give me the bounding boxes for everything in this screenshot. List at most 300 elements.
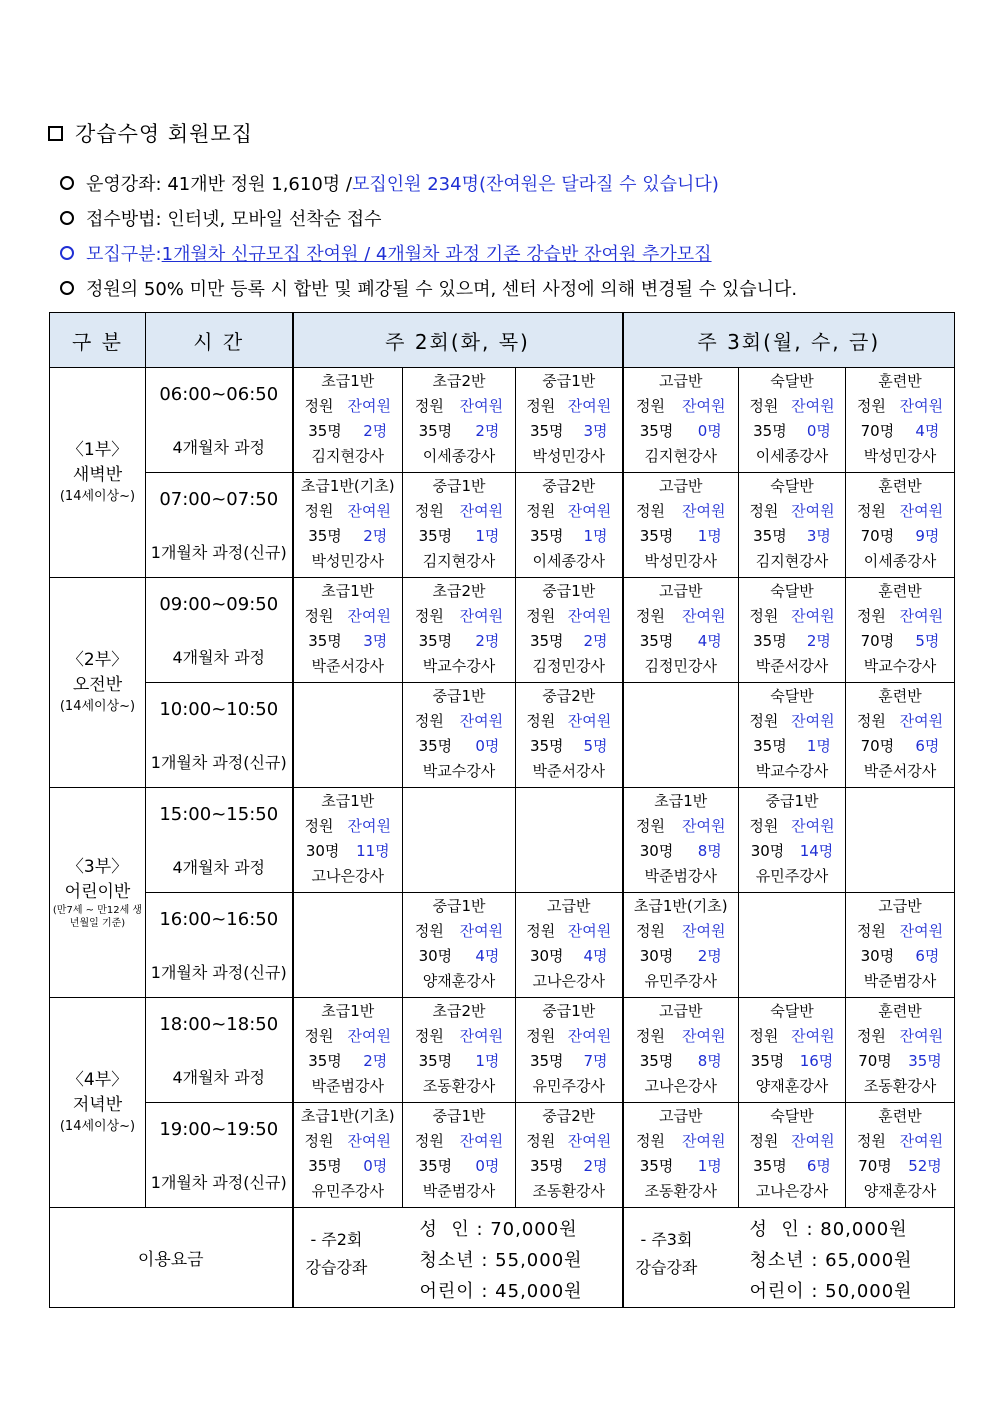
time-range: 19:00~19:50	[159, 1118, 279, 1140]
capacity-value: 35명	[308, 527, 342, 545]
class-cell	[623, 893, 739, 998]
teacher-name: 이세종강사	[532, 552, 605, 570]
remaining-label: 잔여원	[682, 502, 726, 520]
info-bullets	[60, 165, 960, 305]
time-range: 18:00~18:50	[159, 1013, 279, 1035]
teacher-name: 박교수강사	[422, 762, 496, 780]
capacity-value: 30명	[418, 947, 453, 965]
time-slot	[146, 368, 293, 473]
capacity-value: 35명	[753, 632, 787, 650]
remaining-value: 2명	[475, 422, 500, 440]
capacity-value: 30명	[639, 947, 674, 965]
table-row	[50, 788, 955, 893]
class-name: 훈련반	[878, 687, 922, 705]
class-name: 숙달반	[770, 372, 814, 390]
teacher-name: 고나은강사	[532, 972, 605, 990]
class-cell	[739, 893, 846, 998]
time-slot	[146, 788, 293, 893]
teacher-name: 이세종강사	[755, 447, 829, 465]
remaining-value: 4명	[915, 422, 940, 440]
capacity-value: 35명	[308, 632, 342, 650]
remaining-value: 2명	[697, 947, 722, 965]
capacity-value: 30명	[305, 842, 340, 860]
class-name: 중급1반	[542, 1002, 596, 1020]
fee-adult: 성 인 : 80,000원	[749, 1219, 908, 1240]
class-cell	[516, 368, 623, 473]
class-cell	[516, 473, 623, 578]
class-cell	[846, 1103, 955, 1208]
capacity-value: 35명	[529, 422, 564, 440]
remaining-value: 16명	[799, 1052, 834, 1070]
remaining-value: 35명	[908, 1052, 942, 1070]
class-name: 훈련반	[878, 372, 922, 390]
class-cell	[516, 998, 623, 1103]
remaining-value: 0명	[697, 422, 722, 440]
remaining-label: 잔여원	[459, 922, 504, 940]
capacity-value: 35명	[418, 527, 453, 545]
class-name: 중급1반	[542, 372, 596, 390]
capacity-label: 정원	[526, 397, 556, 415]
remaining-label: 잔여원	[347, 1132, 391, 1150]
remaining-label: 잔여원	[567, 712, 612, 730]
table-row	[50, 578, 955, 683]
capacity-label: 정원	[856, 607, 886, 625]
course-type: 4개월차 과정	[172, 1067, 266, 1087]
capacity-value: 35명	[418, 737, 453, 755]
capacity-value: 35명	[308, 1052, 342, 1070]
capacity-label: 정원	[304, 502, 334, 520]
fee-youth: 청소년 : 55,000원	[419, 1250, 583, 1271]
capacity-value: 35명	[529, 632, 564, 650]
class-name: 초급1반	[654, 792, 708, 810]
class-name: 초급2반	[432, 582, 486, 600]
class-cell	[846, 683, 955, 788]
class-cell	[623, 788, 739, 893]
class-cell	[739, 578, 846, 683]
capacity-value: 35명	[753, 422, 787, 440]
time-slot	[146, 473, 293, 578]
bullet-registration: 접수방법: 인터넷, 모바일 선착순 접수	[60, 200, 960, 235]
class-cell	[739, 368, 846, 473]
section-label: 〈2부〉 오전반 (14세이상~)	[50, 578, 146, 788]
teacher-name: 조동환강사	[422, 1077, 496, 1095]
remaining-label: 잔여원	[347, 817, 391, 835]
teacher-name: 박성민강사	[532, 447, 605, 465]
teacher-name: 박성민강사	[311, 552, 384, 570]
table-row	[50, 683, 955, 788]
capacity-value: 35명	[753, 1157, 787, 1175]
capacity-value: 70명	[860, 422, 895, 440]
table-row	[50, 368, 955, 473]
capacity-value: 35명	[753, 527, 787, 545]
fee-label: 이용요금	[50, 1208, 293, 1308]
capacity-label: 정원	[856, 397, 886, 415]
capacity-value: 35명	[639, 1157, 674, 1175]
remaining-value: 1명	[475, 527, 500, 545]
time-range: 09:00~09:50	[159, 593, 279, 615]
class-cell	[739, 788, 846, 893]
remaining-value: 14명	[799, 842, 834, 860]
capacity-label: 정원	[526, 1027, 556, 1045]
remaining-value: 4명	[583, 947, 608, 965]
class-name: 중급2반	[542, 687, 596, 705]
remaining-label: 잔여원	[459, 397, 504, 415]
class-cell	[516, 683, 623, 788]
course-type: 1개월차 과정(신규)	[150, 752, 287, 772]
remaining-label: 잔여원	[347, 397, 391, 415]
course-type: 1개월차 과정(신규)	[150, 962, 287, 982]
circle-bullet-icon	[60, 281, 74, 295]
section-label: 〈1부〉 새벽반 (14세이상~)	[50, 368, 146, 578]
time-range: 15:00~15:50	[159, 803, 279, 825]
capacity-value: 70명	[860, 527, 895, 545]
time-slot	[146, 1103, 293, 1208]
teacher-name: 박준범강사	[863, 972, 937, 990]
teacher-name: 박준서강사	[532, 762, 605, 780]
remaining-label: 잔여원	[567, 1027, 612, 1045]
capacity-label: 정원	[304, 1027, 334, 1045]
teacher-name: 박준서강사	[311, 657, 384, 675]
class-cell	[403, 578, 516, 683]
remaining-label: 잔여원	[567, 922, 612, 940]
teacher-name: 박준서강사	[755, 657, 829, 675]
class-name: 중급1반	[432, 687, 486, 705]
table-row	[50, 998, 955, 1103]
schedule-body	[50, 368, 955, 1208]
remaining-value: 0명	[363, 1157, 388, 1175]
remaining-label: 잔여원	[682, 397, 726, 415]
fee-child: 어린이 : 45,000원	[419, 1281, 583, 1302]
teacher-name: 양재훈강사	[422, 972, 496, 990]
remaining-value: 2명	[363, 527, 388, 545]
capacity-label: 정원	[749, 712, 779, 730]
time-slot	[146, 893, 293, 998]
remaining-value: 11명	[356, 842, 390, 860]
remaining-value: 1명	[475, 1052, 500, 1070]
time-slot	[146, 683, 293, 788]
capacity-value: 30명	[639, 842, 674, 860]
remaining-value: 6명	[915, 737, 940, 755]
capacity-value: 70명	[858, 1157, 892, 1175]
page-title: 강습수영 회원모집	[75, 122, 253, 146]
remaining-label: 잔여원	[791, 502, 835, 520]
capacity-label: 정원	[414, 922, 444, 940]
capacity-label: 정원	[856, 1027, 886, 1045]
remaining-label: 잔여원	[682, 817, 726, 835]
remaining-label: 잔여원	[791, 607, 835, 625]
capacity-value: 35명	[529, 527, 564, 545]
fee-youth: 청소년 : 65,000원	[749, 1250, 913, 1271]
course-type: 4개월차 과정	[172, 647, 266, 667]
fee-row	[50, 1208, 955, 1308]
remaining-value: 4명	[475, 947, 500, 965]
remaining-value: 8명	[697, 1052, 722, 1070]
class-name: 중급1반	[542, 582, 596, 600]
class-name: 초급2반	[432, 372, 486, 390]
remaining-value: 0명	[475, 737, 500, 755]
capacity-label: 정원	[636, 922, 665, 940]
capacity-value: 30명	[529, 947, 564, 965]
teacher-name: 박교수강사	[863, 657, 937, 675]
class-name: 초급1반	[321, 1002, 375, 1020]
remaining-value: 3명	[806, 527, 831, 545]
class-cell	[403, 1103, 516, 1208]
remaining-value: 1명	[697, 1157, 722, 1175]
remaining-label: 잔여원	[567, 1132, 612, 1150]
capacity-label: 정원	[304, 397, 334, 415]
class-cell	[623, 683, 739, 788]
remaining-value: 8명	[697, 842, 722, 860]
class-cell	[293, 893, 403, 998]
class-cell	[623, 368, 739, 473]
capacity-value: 30명	[750, 842, 785, 860]
table-row	[50, 473, 955, 578]
capacity-label: 정원	[526, 922, 556, 940]
teacher-name: 김지현강사	[422, 552, 496, 570]
class-cell	[293, 1103, 403, 1208]
capacity-value: 35명	[418, 1157, 453, 1175]
class-name: 고급반	[659, 582, 703, 600]
capacity-value: 35명	[639, 1052, 674, 1070]
teacher-name: 김지현강사	[755, 552, 829, 570]
remaining-label: 잔여원	[459, 712, 504, 730]
class-cell	[293, 998, 403, 1103]
remaining-value: 2명	[363, 1052, 388, 1070]
remaining-value: 1명	[583, 527, 608, 545]
circle-bullet-icon	[60, 246, 74, 260]
capacity-label: 정원	[304, 607, 334, 625]
course-type: 4개월차 과정	[172, 437, 266, 457]
class-cell	[623, 1103, 739, 1208]
remaining-label: 잔여원	[791, 397, 835, 415]
capacity-value: 35명	[639, 632, 674, 650]
remaining-label: 잔여원	[791, 712, 835, 730]
class-cell	[623, 998, 739, 1103]
remaining-label: 잔여원	[347, 607, 391, 625]
class-cell	[293, 473, 403, 578]
teacher-name: 박성민강사	[644, 552, 717, 570]
page-heading	[48, 118, 253, 148]
remaining-value: 1명	[697, 527, 722, 545]
time-slot	[146, 578, 293, 683]
class-cell	[846, 368, 955, 473]
capacity-label: 정원	[414, 712, 444, 730]
remaining-value: 3명	[363, 632, 388, 650]
capacity-value: 35명	[639, 527, 674, 545]
time-range: 06:00~06:50	[159, 383, 279, 405]
header-category: 구 분	[50, 313, 146, 368]
capacity-label: 정원	[526, 712, 556, 730]
capacity-value: 35명	[418, 1052, 453, 1070]
remaining-label: 잔여원	[459, 607, 504, 625]
header-twice-weekly: 주 2회(화, 목)	[293, 313, 623, 368]
capacity-value: 70명	[858, 1052, 892, 1070]
remaining-value: 2명	[475, 632, 500, 650]
capacity-label: 정원	[636, 502, 665, 520]
class-cell	[293, 578, 403, 683]
class-name: 고급반	[659, 372, 703, 390]
capacity-value: 35명	[529, 1157, 564, 1175]
class-cell	[846, 893, 955, 998]
capacity-label: 정원	[749, 502, 779, 520]
capacity-label: 정원	[526, 502, 556, 520]
class-cell	[739, 683, 846, 788]
class-name: 중급1반	[432, 477, 486, 495]
course-type: 1개월차 과정(신규)	[150, 542, 287, 562]
remaining-label: 잔여원	[791, 1027, 835, 1045]
class-name: 숙달반	[770, 582, 814, 600]
remaining-value: 2명	[583, 632, 608, 650]
remaining-value: 3명	[583, 422, 608, 440]
capacity-value: 70명	[860, 632, 895, 650]
remaining-label: 잔여원	[791, 1132, 835, 1150]
remaining-label: 잔여원	[899, 1132, 944, 1150]
class-name: 훈련반	[878, 477, 922, 495]
capacity-value: 70명	[860, 737, 895, 755]
fee-thrice: - 주3회 강습강좌 성 인 : 80,000원 청소년 : 65,000원 어린이 : 50,000원	[623, 1208, 955, 1308]
capacity-label: 정원	[414, 397, 444, 415]
class-name: 훈련반	[878, 1107, 922, 1125]
class-cell	[516, 893, 623, 998]
class-name: 초급1반	[321, 792, 375, 810]
capacity-label: 정원	[526, 1132, 556, 1150]
course-type: 1개월차 과정(신규)	[150, 1172, 287, 1192]
class-cell	[403, 368, 516, 473]
teacher-name: 박준범강사	[311, 1077, 384, 1095]
teacher-name: 양재훈강사	[863, 1182, 937, 1200]
remaining-label: 잔여원	[347, 1027, 391, 1045]
table-header	[50, 313, 955, 368]
remaining-label: 잔여원	[899, 502, 944, 520]
remaining-value: 1명	[806, 737, 831, 755]
teacher-name: 이세종강사	[863, 552, 937, 570]
teacher-name: 이세종강사	[422, 447, 496, 465]
remaining-label: 잔여원	[899, 397, 944, 415]
remaining-label: 잔여원	[682, 1027, 726, 1045]
teacher-name: 박준서강사	[863, 762, 937, 780]
time-range: 16:00~16:50	[159, 908, 279, 930]
capacity-value: 35명	[639, 422, 674, 440]
class-cell	[516, 1103, 623, 1208]
remaining-label: 잔여원	[899, 922, 944, 940]
remaining-value: 7명	[583, 1052, 608, 1070]
class-name: 숙달반	[770, 687, 814, 705]
class-cell	[846, 998, 955, 1103]
teacher-name: 유민주강사	[311, 1182, 384, 1200]
capacity-label: 정원	[636, 817, 665, 835]
class-cell	[516, 578, 623, 683]
capacity-label: 정원	[856, 712, 886, 730]
capacity-label: 정원	[636, 607, 665, 625]
remaining-label: 잔여원	[899, 607, 944, 625]
capacity-label: 정원	[749, 607, 779, 625]
table-row	[50, 1103, 955, 1208]
capacity-value: 35명	[308, 422, 342, 440]
remaining-value: 52명	[908, 1157, 942, 1175]
remaining-value: 0명	[806, 422, 831, 440]
capacity-label: 정원	[636, 1132, 665, 1150]
teacher-name: 김정민강사	[532, 657, 605, 675]
capacity-label: 정원	[304, 817, 334, 835]
remaining-value: 6명	[915, 947, 940, 965]
teacher-name: 고나은강사	[311, 867, 384, 885]
class-name: 초급1반	[321, 582, 375, 600]
class-name: 중급1반	[765, 792, 819, 810]
capacity-value: 30명	[860, 947, 895, 965]
capacity-label: 정원	[856, 502, 886, 520]
remaining-label: 잔여원	[567, 397, 612, 415]
capacity-label: 정원	[526, 607, 556, 625]
class-cell	[739, 1103, 846, 1208]
teacher-name: 양재훈강사	[755, 1077, 829, 1095]
bullet-recruit-type: 모집구분: 1개월차 신규모집 잔여원 / 4개월차 과정 기존 강습반 잔여원 추가모집	[60, 235, 960, 270]
teacher-name: 박준범강사	[644, 867, 717, 885]
class-name: 중급2반	[542, 1107, 596, 1125]
course-type: 4개월차 과정	[172, 857, 266, 877]
bullet-notice: 정원의 50% 미만 등록 시 합반 및 폐강될 수 있으며, 센터 사정에 의해 변경될 수 있습니다.	[60, 270, 960, 305]
class-name: 훈련반	[878, 1002, 922, 1020]
header-time: 시 간	[146, 313, 293, 368]
teacher-name: 유민주강사	[644, 972, 717, 990]
class-name: 숙달반	[770, 477, 814, 495]
capacity-label: 정원	[414, 1132, 444, 1150]
fee-twice: - 주2회 강습강좌 성 인 : 70,000원 청소년 : 55,000원 어린이 : 45,000원	[293, 1208, 623, 1308]
teacher-name: 박준범강사	[422, 1182, 496, 1200]
class-cell	[293, 368, 403, 473]
class-cell	[623, 473, 739, 578]
section-label: 〈3부〉 어린이반 (만7세 ~ 만12세 생년월일 기준)	[50, 788, 146, 998]
class-name: 훈련반	[878, 582, 922, 600]
remaining-value: 5명	[583, 737, 608, 755]
time-slot	[146, 998, 293, 1103]
capacity-label: 정원	[749, 1027, 779, 1045]
class-cell	[516, 788, 623, 893]
capacity-value: 35명	[529, 737, 564, 755]
table-row	[50, 893, 955, 998]
class-cell	[403, 683, 516, 788]
remaining-label: 잔여원	[791, 817, 835, 835]
class-name: 초급1반(기초)	[300, 1107, 395, 1125]
remaining-value: 5명	[915, 632, 940, 650]
class-cell	[623, 578, 739, 683]
class-cell	[846, 473, 955, 578]
remaining-label: 잔여원	[459, 1027, 504, 1045]
header-thrice-weekly: 주 3회(월, 수, 금)	[623, 313, 955, 368]
teacher-name: 조동환강사	[532, 1182, 605, 1200]
bullet-operation: 운영강좌: 41개반 정원 1,610명 / 모집인원 234명(잔여원은 달라질 수 있습니다)	[60, 165, 960, 200]
remaining-label: 잔여원	[459, 502, 504, 520]
remaining-label: 잔여원	[567, 502, 612, 520]
remaining-label: 잔여원	[682, 1132, 726, 1150]
remaining-value: 4명	[697, 632, 722, 650]
class-name: 중급1반	[432, 897, 486, 915]
class-name: 숙달반	[770, 1002, 814, 1020]
circle-bullet-icon	[60, 211, 74, 225]
time-range: 10:00~10:50	[159, 698, 279, 720]
teacher-name: 박교수강사	[422, 657, 496, 675]
capacity-label: 정원	[636, 397, 665, 415]
remaining-value: 0명	[475, 1157, 500, 1175]
remaining-label: 잔여원	[899, 1027, 944, 1045]
fee-adult: 성 인 : 70,000원	[419, 1219, 578, 1240]
class-name: 고급반	[659, 477, 703, 495]
section-label: 〈4부〉 저녁반 (14세이상~)	[50, 998, 146, 1208]
schedule-table	[49, 312, 955, 1308]
remaining-value: 2명	[583, 1157, 608, 1175]
class-name: 고급반	[659, 1002, 703, 1020]
capacity-label: 정원	[749, 1132, 779, 1150]
capacity-label: 정원	[414, 1027, 444, 1045]
